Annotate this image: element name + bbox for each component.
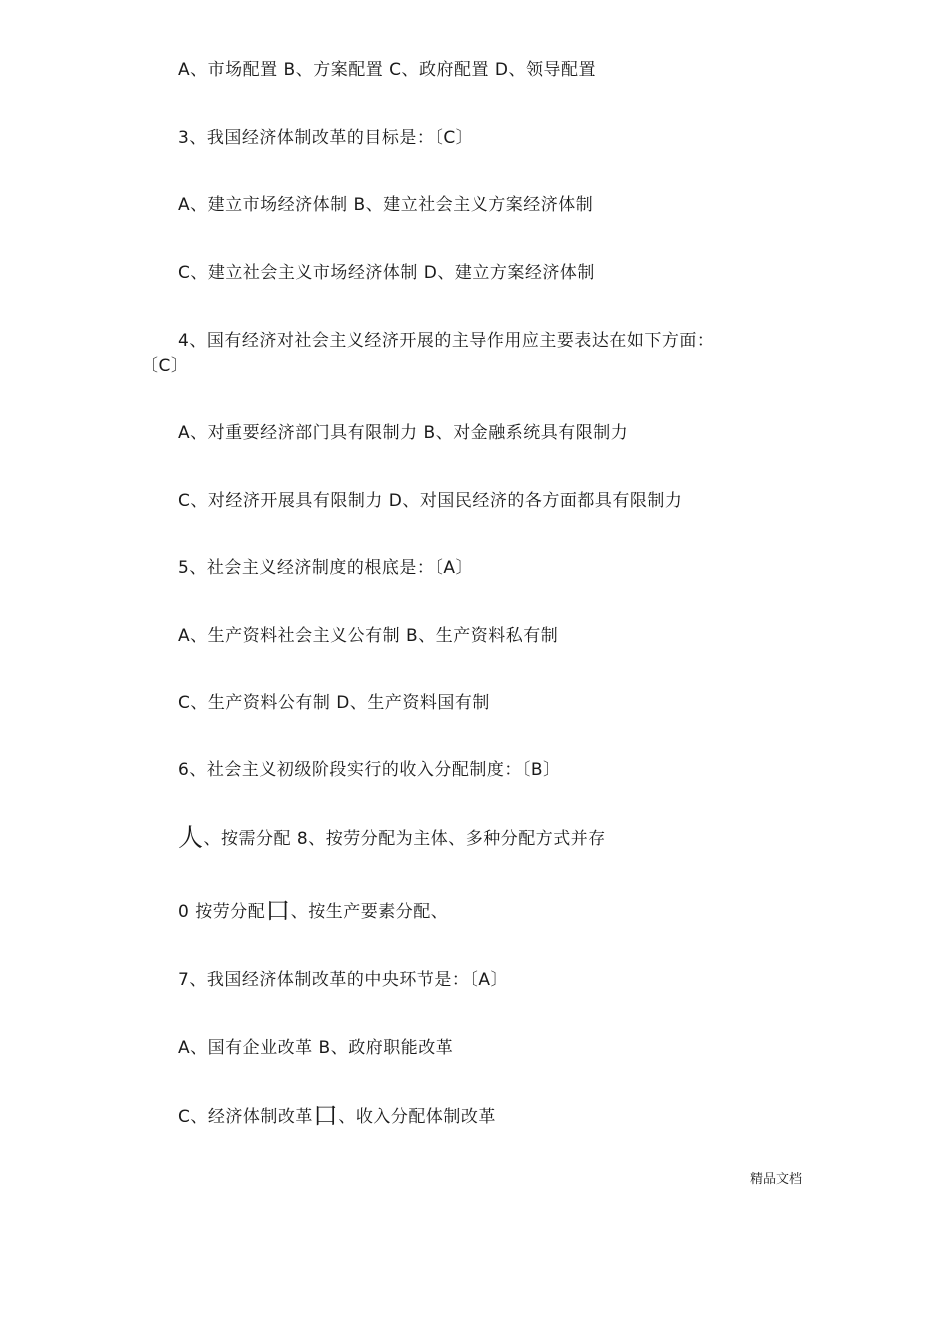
question-4: 4、国有经济对社会主义经济开展的主导作用应主要表达在如下方面： — [178, 331, 715, 351]
answer-options-q6-ab — [178, 823, 606, 852]
answer-options-q3-cd: C、建立社会主义市场经济体制 D、建立方案经济体制 — [178, 263, 595, 283]
answer-options-q6-ab-text: 、按需分配 8、按劳分配为主体、多种分配方式并存 — [203, 829, 606, 849]
question-4-answer: 〔C〕 — [141, 356, 189, 376]
question-3: 3、我国经济体制改革的目标是：〔C〕 — [178, 128, 474, 148]
answer-options-q5-ab: A、生产资料社会主义公有制 B、生产资料私有制 — [178, 626, 559, 646]
answer-options-q7-ab: A、国有企业改革 B、政府职能改革 — [178, 1038, 454, 1058]
person-glyph: 人 — [178, 823, 204, 852]
answer-options-q2: A、市场配置 B、方案配置 C、政府配置 D、领导配置 — [178, 60, 596, 80]
question-6: 6、社会主义初级阶段实行的收入分配制度：〔B〕 — [178, 760, 561, 780]
answer-options-q6-cd — [178, 896, 449, 925]
answer-options-q4-cd: C、对经济开展具有限制力 D、对国民经济的各方面都具有限制力 — [178, 491, 683, 511]
answer-options-q4-ab: A、对重要经济部门具有限制力 B、对金融系统具有限制力 — [178, 423, 629, 443]
question-7: 7、我国经济体制改革的中央环节是：〔A〕 — [178, 970, 508, 990]
box-glyph: 口 — [265, 896, 291, 925]
answer-options-q5-cd: C、生产资料公有制 D、生产资料国有制 — [178, 693, 490, 713]
page-footer: 精品文档 — [750, 1172, 803, 1187]
answer-options-q7-cd — [178, 1101, 496, 1130]
answer-options-q6-d-text: 、按生产要素分配、 — [290, 902, 449, 922]
answer-options-q7-d-text: 、收入分配体制改革 — [338, 1107, 496, 1127]
answer-options-q7-c-text: C、经济体制改革 — [178, 1107, 313, 1127]
box-glyph: 口 — [312, 1101, 339, 1130]
question-5: 5、社会主义经济制度的根底是：〔A〕 — [178, 558, 473, 578]
answer-options-q3-ab: A、建立市场经济体制 B、建立社会主义方案经济体制 — [178, 195, 594, 215]
answer-options-q6-c-text: 0 按劳分配 — [178, 902, 266, 922]
